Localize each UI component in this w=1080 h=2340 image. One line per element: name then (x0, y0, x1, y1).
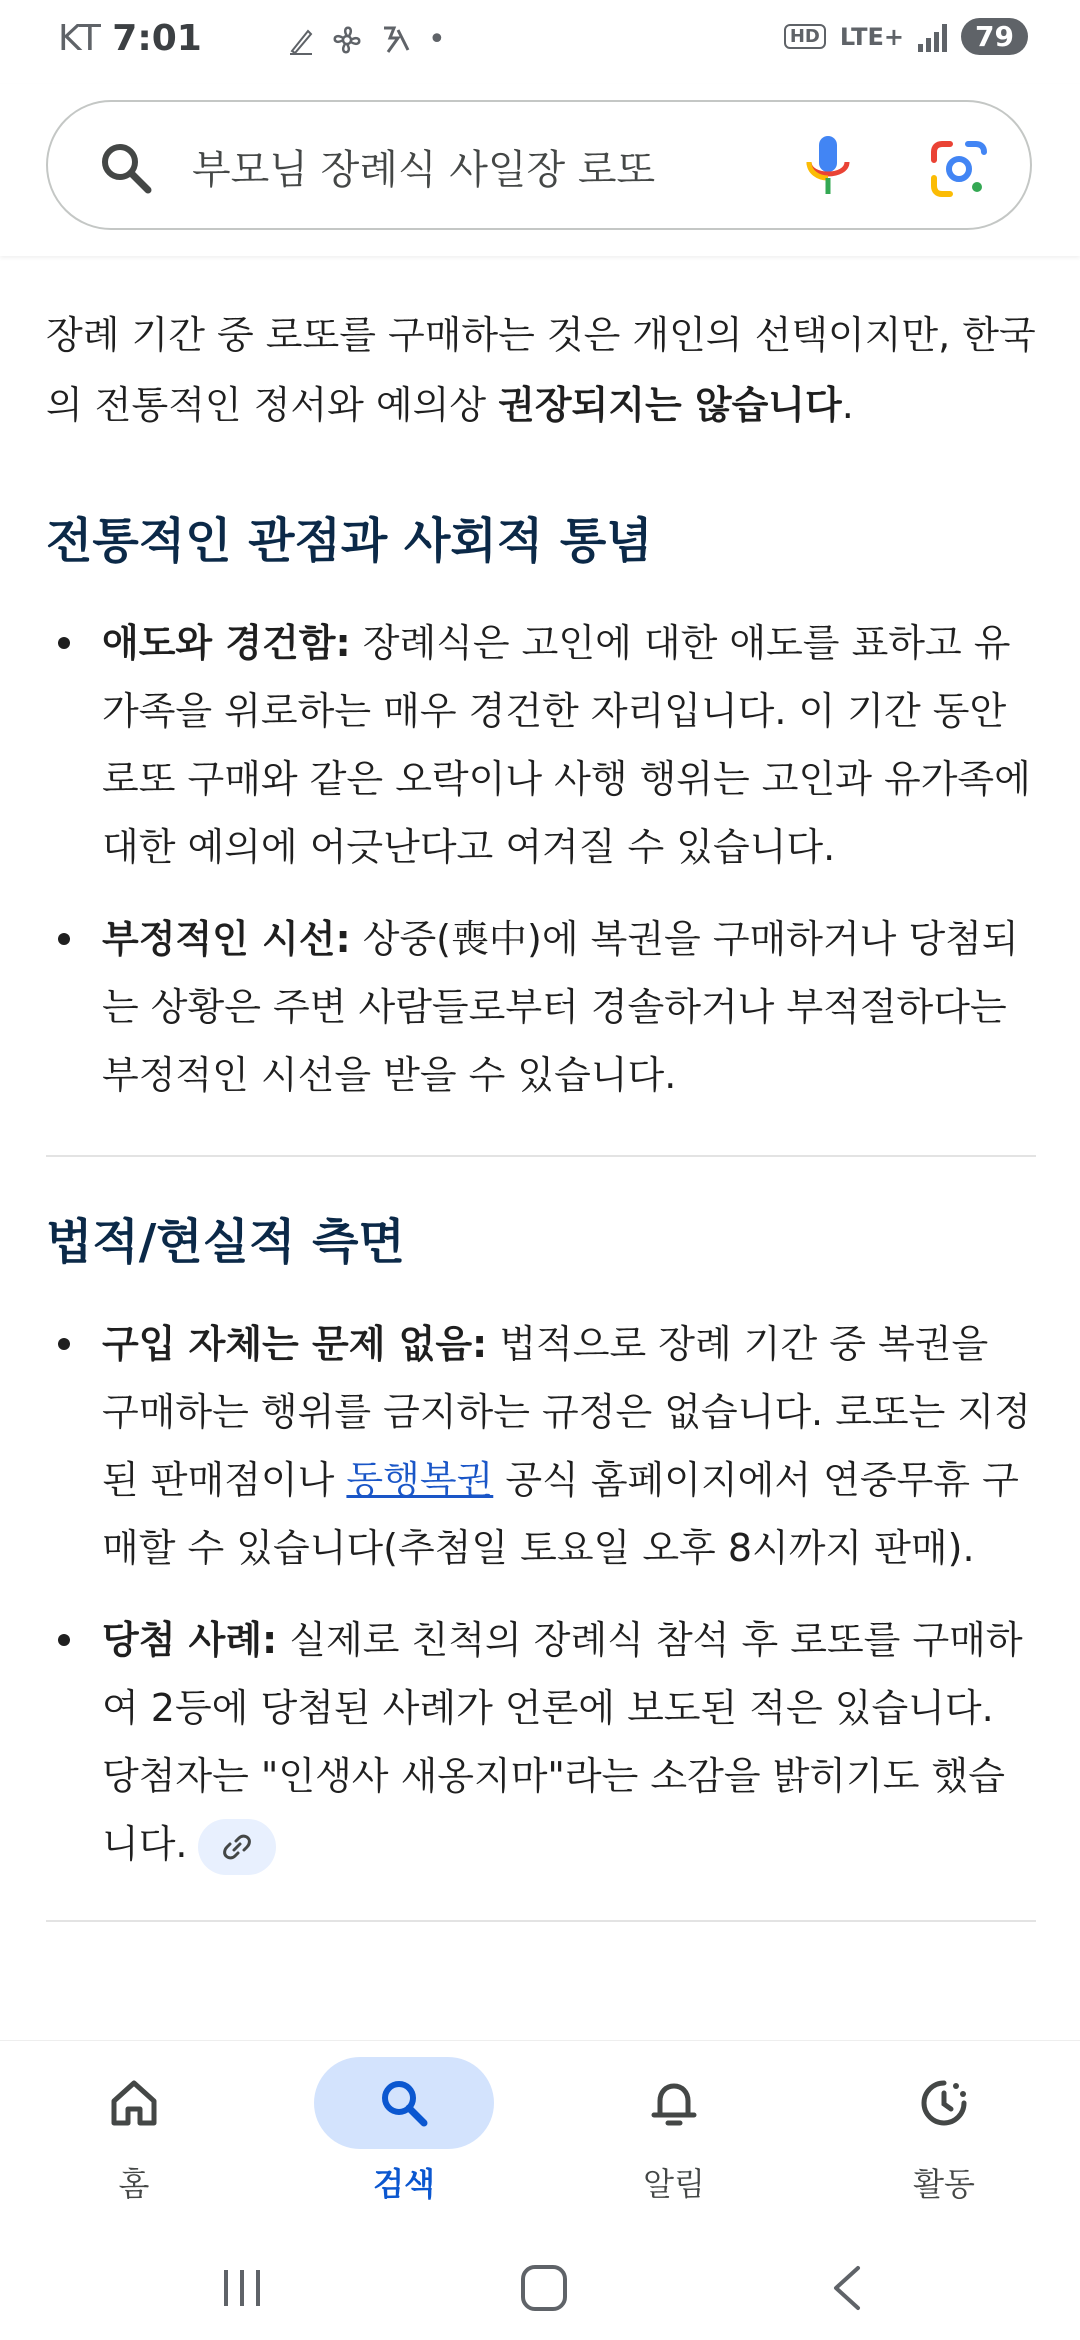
carrier-time (58, 18, 202, 59)
google-lens-icon[interactable] (928, 138, 990, 200)
system-navigation-bar (0, 2240, 1080, 2340)
link-icon (222, 1832, 252, 1862)
item-title: 구입 자체는 문제 없음: (102, 1322, 488, 1366)
intro-text: 장례 기간 중 로또를 구매하는 것은 개인의 선택이지만, 한국의 전통적인 정서와 예의상 (46, 313, 1036, 427)
item-text-end: 공식 홈페이지에서 연중무휴 구매할 수 있습니다(추첨일 토요일 오후 8시까지 판매). (102, 1458, 1019, 1570)
activity-icon (916, 2075, 972, 2131)
nav-activity-label: 활동 (913, 2165, 975, 2203)
nav-search-icon-wrap (314, 2057, 494, 2149)
mic-icon[interactable] (798, 132, 858, 202)
ai-overview-content (46, 300, 1036, 1922)
pen-icon (288, 25, 314, 55)
nav-notifications[interactable] (574, 2041, 774, 2205)
fan-icon (330, 23, 364, 57)
clock: 7:01 (112, 18, 202, 59)
list-item (46, 1310, 1036, 1582)
nav-notifications-icon-wrap (584, 2057, 764, 2149)
item-title: 당첨 사례: (102, 1618, 278, 1662)
item-text: 장례식은 고인에 대한 애도를 표하고 유가족을 위로하는 매우 경건한 자리입니다. 이 기간 동안 로또 구매와 같은 오락이나 사행 행위는 고인과 유가족에 대한 예의에 어긋난다고 여겨질 수 있습니다. (102, 621, 1031, 869)
status-indicators (784, 18, 1028, 55)
nav-activity[interactable] (844, 2041, 1044, 2205)
bell-icon (646, 2075, 702, 2131)
list-item (46, 905, 1036, 1109)
traditional-list (46, 609, 1036, 1109)
section-heading-traditional: 전통적인 관점과 사회적 통념 (46, 513, 653, 569)
search-icon (376, 2075, 432, 2131)
intro-emphasis: 권장되지는 않습니다 (498, 383, 842, 427)
item-title: 부정적인 시선: (102, 917, 351, 961)
hd-voice-icon: HD (784, 24, 826, 49)
section-heading-legal: 법적/현실적 측면 (46, 1214, 405, 1270)
intro-paragraph (46, 300, 1036, 440)
notification-icons (288, 22, 446, 57)
search-icon[interactable] (98, 140, 154, 196)
intro-end: . (841, 383, 854, 427)
item-title: 애도와 경건함: (102, 621, 351, 665)
nav-activity-icon-wrap (854, 2057, 1034, 2149)
search-header (0, 84, 1080, 256)
item-text: 상중(喪中)에 복권을 구매하거나 당첨되는 상황은 주변 사람들로부터 경솔하거나 부적절하다는 부정적인 시선을 받을 수 있습니다. (102, 917, 1019, 1097)
list-item (46, 609, 1036, 881)
search-input[interactable]: 부모님 장례식 사일장 로또 (192, 147, 656, 193)
bottom-navigation (0, 2040, 1080, 2241)
section-divider (46, 1155, 1036, 1157)
nav-search-label: 검색 (373, 2165, 435, 2203)
donghaeng-lottery-link[interactable]: 동행복권 (346, 1458, 494, 1502)
battery-level: 79 (961, 18, 1028, 55)
recent-apps-icon[interactable] (218, 2264, 266, 2312)
signal-icon (918, 22, 947, 52)
status-bar (0, 0, 1080, 84)
search-bar[interactable] (46, 100, 1032, 230)
more-dot: • (428, 22, 446, 57)
nav-notifications-label: 알림 (643, 2165, 705, 2203)
source-link-button[interactable] (198, 1819, 276, 1875)
nav-home-label: 홈 (118, 2165, 150, 2203)
back-icon[interactable] (826, 2262, 866, 2314)
carrier-label: KT (58, 18, 101, 59)
no-call-icon (380, 24, 412, 56)
section-divider (46, 1920, 1036, 1922)
nav-home[interactable] (34, 2041, 234, 2205)
home-button-icon[interactable] (518, 2262, 570, 2314)
list-item (46, 1606, 1036, 1878)
home-icon (106, 2075, 162, 2131)
network-type: LTE+ (839, 22, 905, 51)
item-text: 법적으로 장례 기간 중 복권을 구매하는 행위를 금지하는 규정은 없습니다. 로또는 지정된 판매점이나 (102, 1322, 1031, 1502)
nav-search[interactable] (304, 2041, 504, 2205)
legal-list (46, 1310, 1036, 1878)
nav-home-icon-wrap (44, 2057, 224, 2149)
item-text: 실제로 친척의 장례식 참석 후 로또를 구매하여 2등에 당첨된 사례가 언론에 보도된 적은 있습니다. 당첨자는 "인생사 새옹지마"라는 소감을 밝히기도 했습니다. (102, 1618, 1023, 1866)
